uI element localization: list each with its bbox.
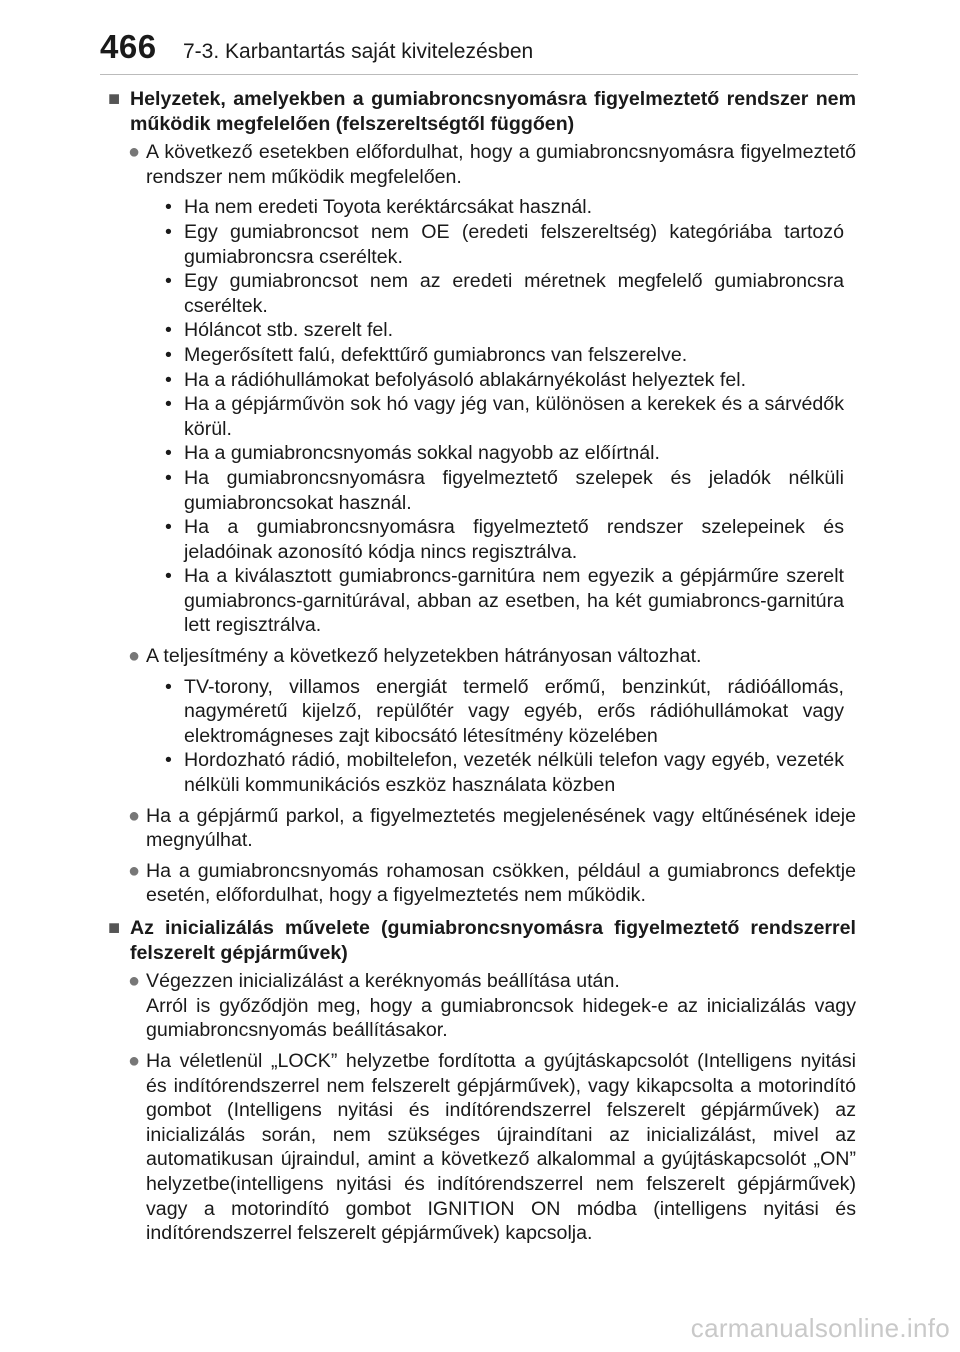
list-item: • Ha a gumiabroncsnyomás sokkal nagyobb az előírtnál. <box>165 441 844 466</box>
list-item: • Megerősített falú, defekttűrő gumiabroncs van felszerelve. <box>165 343 844 368</box>
paragraph <box>128 969 856 1043</box>
page-content <box>108 87 856 1252</box>
watermark: carmanualsonline.info <box>690 1313 950 1343</box>
list-item: • Ha a kiválasztott gumiabroncs-garnitúra nem egyezik a gépjárműre szerelt gumiabroncs-garnitúrával, abban az esetben, ha két gumiabroncs-garnitúra lett regisztrálva. <box>165 565 844 637</box>
header-divider <box>100 74 858 75</box>
bullet-list <box>165 195 856 638</box>
circle-bullet-icon: ● <box>128 804 141 827</box>
list-item-text: Ha a rádióhullámokat befolyásoló ablakárnyékolást helyeztek fel. <box>184 368 747 391</box>
paragraph <box>128 804 856 853</box>
circle-bullet-icon: ● <box>128 1049 141 1072</box>
section-heading-text: Helyzetek, amelyekben a gumiabroncsnyomásra figyelmeztető rendszer nem működik megfelelően (felszereltségtől függően) <box>130 88 856 135</box>
list-item-text: Ha nem eredeti Toyota keréktárcsákat használ. <box>184 196 593 219</box>
circle-bullet-icon: ● <box>128 141 141 164</box>
list-item: • Ha a gumiabroncsnyomásra figyelmeztető rendszer szelepeinek és jeladóinak azonosító kódja nincs regisztrálva. <box>165 516 844 563</box>
paragraph-text: A teljesítmény a következő helyzetekben hátrányosan változhat. <box>146 645 702 668</box>
list-item-text: Ha a kiválasztott gumiabroncs-garnitúra nem egyezik a gépjárműre szerelt gumiabroncs-garnitúrával, abban az esetben, ha két gumiabroncs-garnitúra lett regisztrálva. <box>184 565 844 637</box>
circle-bullet-icon: ● <box>128 970 141 993</box>
list-item: • Ha a gépjárművön sok hó vagy jég van, különösen a kerekek és a sárvédők körül. <box>165 393 844 440</box>
list-item: • Ha gumiabroncsnyomásra figyelmeztető szelepek és jeladók nélküli gumiabroncsokat használ. <box>165 466 844 514</box>
page-header <box>0 0 960 80</box>
list-item-text: Ha gumiabroncsnyomásra figyelmeztető szelepek és jeladók nélküli gumiabroncsokat használ. <box>184 466 844 514</box>
square-bullet-icon: ■ <box>108 88 121 110</box>
paragraph-text: Ha a gumiabroncsnyomás rohamosan csökken, például a gumiabroncs defektje esetén, előfordulhat, hogy a figyelmeztetés nem működik. <box>146 859 856 907</box>
list-item-text: Egy gumiabroncsot nem OE (eredeti felszereltség) kategóriába tartozó gumiabroncsra cseréltek. <box>184 220 844 268</box>
circle-bullet-icon: ● <box>128 859 141 882</box>
list-item-text: Egy gumiabroncsot nem az eredeti méretnek megfelelő gumiabroncsra cseréltek. <box>184 270 844 317</box>
square-bullet-icon: ■ <box>108 917 121 939</box>
section-heading-text: Az inicializálás művelete (gumiabroncsnyomásra figyelmeztető rendszerrel felszerelt gépjárművek) <box>130 917 856 964</box>
paragraph-text: Ha a gépjármű parkol, a figyelmeztetés megjelenésének vagy eltűnésének ideje megnyúlhat. <box>146 804 856 852</box>
chapter-title: 7-3. Karbantartás saját kivitelezésben <box>183 40 534 63</box>
list-item: • Ha nem eredeti Toyota keréktárcsákat használ. <box>165 195 844 220</box>
bullet-list <box>165 675 856 798</box>
list-item-text: Hóláncot stb. szerelt fel. <box>184 319 394 342</box>
list-item-text: Hordozható rádió, mobiltelefon, vezeték nélküli telefon vagy egyéb, vezeték nélküli kommunikációs eszköz használata közben <box>184 749 844 797</box>
section-heading <box>108 87 856 136</box>
list-item-text: Ha a gumiabroncsnyomás sokkal nagyobb az előírtnál. <box>184 442 660 465</box>
paragraph-text: Ha véletlenül „LOCK” helyzetbe fordította a gyújtáskapcsolót (Intelligens nyitási és indítórendszerrel nem felszerelt gépjárművek), vagy kikapcsolta a motorindító gombot (Intelligens nyitási és indítórendszerrel felszerelt gépjárművek) az inicializálás során, nem szükséges újraindítani az inicializálást, mivel az automatikusan újraindul, amint a következő alkalommal a gyújtáskapcsolót „ON” helyzetbe(intelligens nyitási és indítórendszerrel nem felszerelt gépjárművek) vagy a motorindító gombot IGNITION ON módba (intelligens nyitási és indítórendszerrel felszerelt gépjárművek) kapcsolja. <box>146 1049 856 1245</box>
list-item: • Egy gumiabroncsot nem az eredeti méretnek megfelelő gumiabroncsra cseréltek. <box>165 270 844 317</box>
list-item-text: Ha a gépjárművön sok hó vagy jég van, különösen a kerekek és a sárvédők körül. <box>184 393 844 440</box>
page-number: 466 <box>100 28 157 65</box>
list-item-text: Megerősített falú, defekttűrő gumiabroncs van felszerelve. <box>184 343 688 366</box>
list-item: • TV-torony, villamos energiát termelő erőmű, benzinkút, rádióállomás, nagyméretű kijelző, repülőtér vagy egyéb, erős rádióhullámokat vagy elektromágneses zajt kibocsátó létesítmény közelében <box>165 675 844 747</box>
list-item: • Hóláncot stb. szerelt fel. <box>165 318 844 343</box>
list-item: • Hordozható rádió, mobiltelefon, vezeték nélküli telefon vagy egyéb, vezeték nélküli kommunikációs eszköz használata közben <box>165 749 844 797</box>
list-item-text: Ha a gumiabroncsnyomásra figyelmeztető rendszer szelepeinek és jeladóinak azonosító kódja nincs regisztrálva. <box>184 516 844 563</box>
paragraph-text: A következő esetekben előfordulhat, hogy a gumiabroncsnyomásra figyelmeztető rendszer nem működik megfelelően. <box>146 141 856 188</box>
paragraph-text: Végezzen inicializálást a keréknyomás beállítása után. Arról is győződjön meg, hogy a gumiabroncsok hidegek-e az inicializálás vagy gumiabroncsnyomás beállításakor. <box>146 970 856 1042</box>
paragraph <box>128 644 856 669</box>
list-item-text: TV-torony, villamos energiát termelő erőmű, benzinkút, rádióállomás, nagyméretű kijelző, repülőtér vagy egyéb, erős rádióhullámokat vagy elektromágneses zajt kibocsátó létesítmény közelében <box>184 675 844 747</box>
list-item: • Egy gumiabroncsot nem OE (eredeti felszereltség) kategóriába tartozó gumiabroncsra cseréltek. <box>165 220 844 268</box>
section-heading <box>108 916 856 965</box>
circle-bullet-icon: ● <box>128 645 141 668</box>
list-item: • Ha a rádióhullámokat befolyásoló ablakárnyékolást helyeztek fel. <box>165 368 844 393</box>
paragraph <box>128 1049 856 1246</box>
paragraph <box>128 859 856 908</box>
paragraph <box>128 140 856 189</box>
